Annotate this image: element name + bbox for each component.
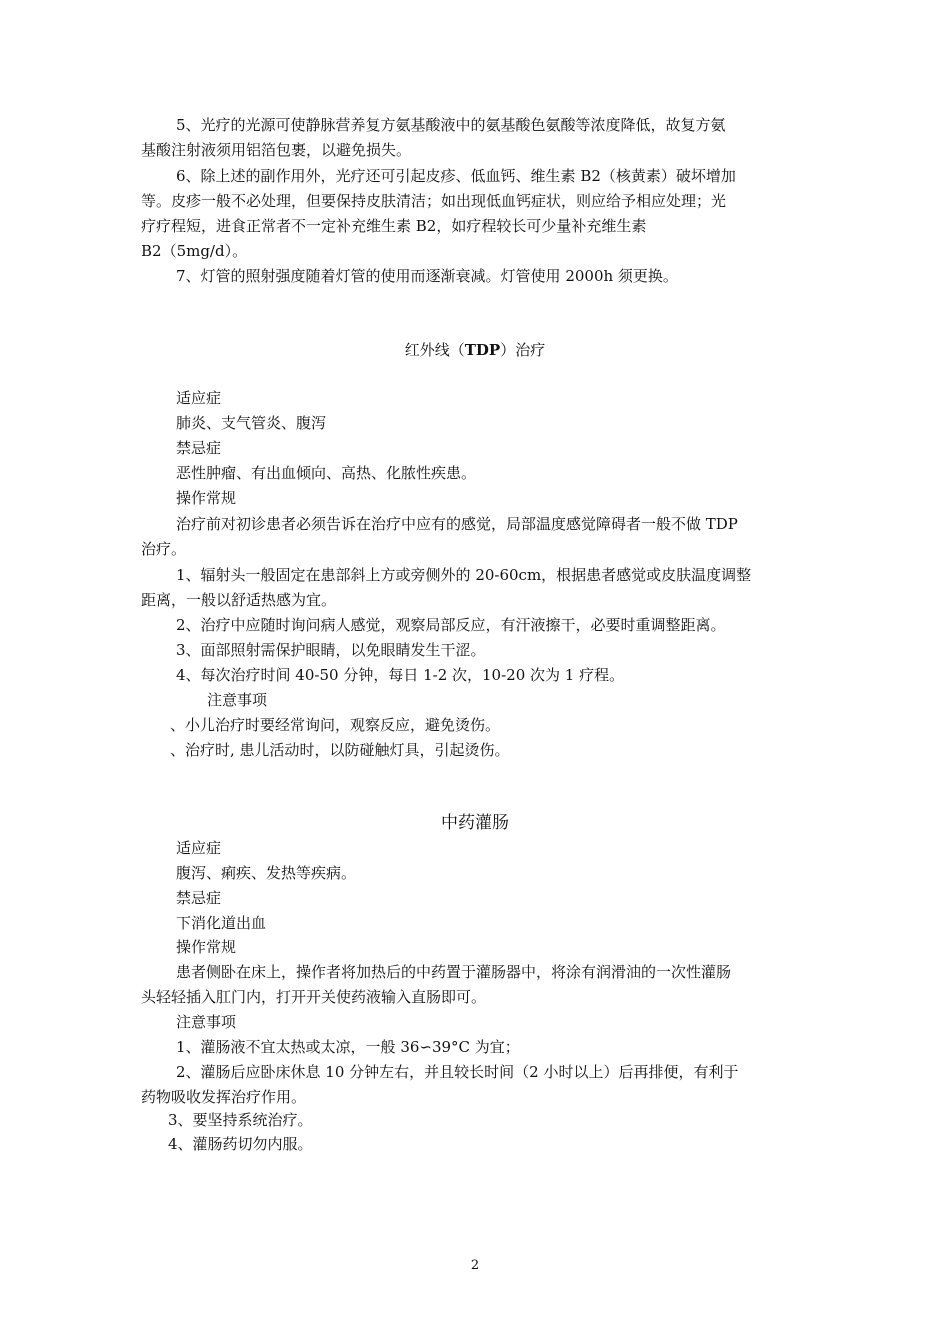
page-number: 2 xyxy=(470,1258,480,1273)
subheading: 禁忌症 xyxy=(176,889,222,907)
title-prefix: 红外线（ xyxy=(404,341,465,359)
paragraph-line: 恶性肿瘤、有出血倾向、高热、化脓性疾患。 xyxy=(176,464,477,482)
paragraph-line: 药物吸收发挥治疗作用。 xyxy=(141,1088,307,1106)
paragraph-line: 等。皮疹一般不必处理，但要保持皮肤清洁；如出现低血钙症状，则应给予相应处理；光 xyxy=(141,192,727,210)
title-suffix: ）治疗 xyxy=(500,341,546,359)
paragraph-line: 基酸注射液须用铝箔包裹，以避免损失。 xyxy=(141,141,412,159)
paragraph-line: 3、面部照射需保护眼睛，以免眼睛发生干涩。 xyxy=(176,641,486,659)
paragraph-line: 5、光疗的光源可使静脉营养复方氨基酸液中的氨基酸色氨酸等浓度降低，故复方氨 xyxy=(176,116,726,134)
paragraph-line: 头轻轻插入肛门内，打开开关使药液输入直肠即可。 xyxy=(141,988,487,1006)
subheading: 操作常规 xyxy=(176,938,237,956)
subheading: 适应症 xyxy=(176,389,222,407)
paragraph-line: 患者侧卧在床上，操作者将加热后的中药置于灌肠器中，将涂有润滑油的一次性灌肠 xyxy=(176,963,732,981)
subheading: 注意事项 xyxy=(207,691,268,709)
paragraph-line: 距离，一般以舒适热感为宜。 xyxy=(141,591,337,609)
paragraph-line: 4、每次治疗时间 40-50 分钟，每日 1-2 次，10-20 次为 1 疗程。 xyxy=(176,666,625,684)
paragraph-line: 治疗前对初诊患者必须告诉在治疗中应有的感觉，局部温度感觉障碍者一般不做 TDP xyxy=(176,515,738,533)
paragraph-line: 治疗。 xyxy=(141,540,187,558)
paragraph-line: 腹泻、痢疾、发热等疾病。 xyxy=(176,864,357,882)
paragraph-line: 7、灯管的照射强度随着灯管的使用而逐渐衰减。灯管使用 2000h 须更换。 xyxy=(176,267,678,285)
paragraph-line: 下消化道出血 xyxy=(176,914,267,932)
paragraph-line: 6、除上述的副作用外，光疗还可引起皮疹、低血钙、维生素 B2（核黄素）破坏增加 xyxy=(176,167,736,185)
paragraph-line: 2、灌肠后应卧床休息 10 分钟左右，并且较长时间（2 小时以上）后再排便，有利于 xyxy=(176,1063,739,1081)
paragraph-line: 2、治疗中应随时询问病人感觉，观察局部反应，有汗液擦干，必要时重调整距离。 xyxy=(176,616,726,634)
subheading: 适应症 xyxy=(176,839,222,857)
paragraph-line: 肺炎、支气管炎、腹泻 xyxy=(176,414,327,432)
paragraph-line: 1、灌肠液不宜太热或太凉，一般 36∽39°C 为宜； xyxy=(176,1038,520,1056)
subheading: 注意事项 xyxy=(176,1013,237,1031)
paragraph-line: 、小儿治疗时要经常询问，观察反应，避免烫伤。 xyxy=(170,716,501,734)
section-title-tdp xyxy=(0,340,950,360)
paragraph-line: 1、辐射头一般固定在患部斜上方或旁侧外的 20-60cm，根据患者感觉或皮肤温度调整 xyxy=(176,566,752,584)
section-title-enema: 中药灌肠 xyxy=(441,813,509,833)
paragraph-line: 疗疗程短，进食正常者不一定补充维生素 B2，如疗程较长可少量补充维生素 xyxy=(141,217,647,235)
subheading: 操作常规 xyxy=(176,489,237,507)
paragraph-line: B2（5mg/d）。 xyxy=(141,242,248,260)
paragraph-line: 3、要坚持系统治疗。 xyxy=(168,1111,313,1129)
paragraph-line: 、治疗时, 患儿活动时，以防碰触灯具，引起烫伤。 xyxy=(170,741,510,759)
paragraph-line: 4、灌肠药切勿内服。 xyxy=(168,1135,313,1153)
subheading: 禁忌症 xyxy=(176,439,222,457)
title-bold: TDP xyxy=(464,341,501,359)
